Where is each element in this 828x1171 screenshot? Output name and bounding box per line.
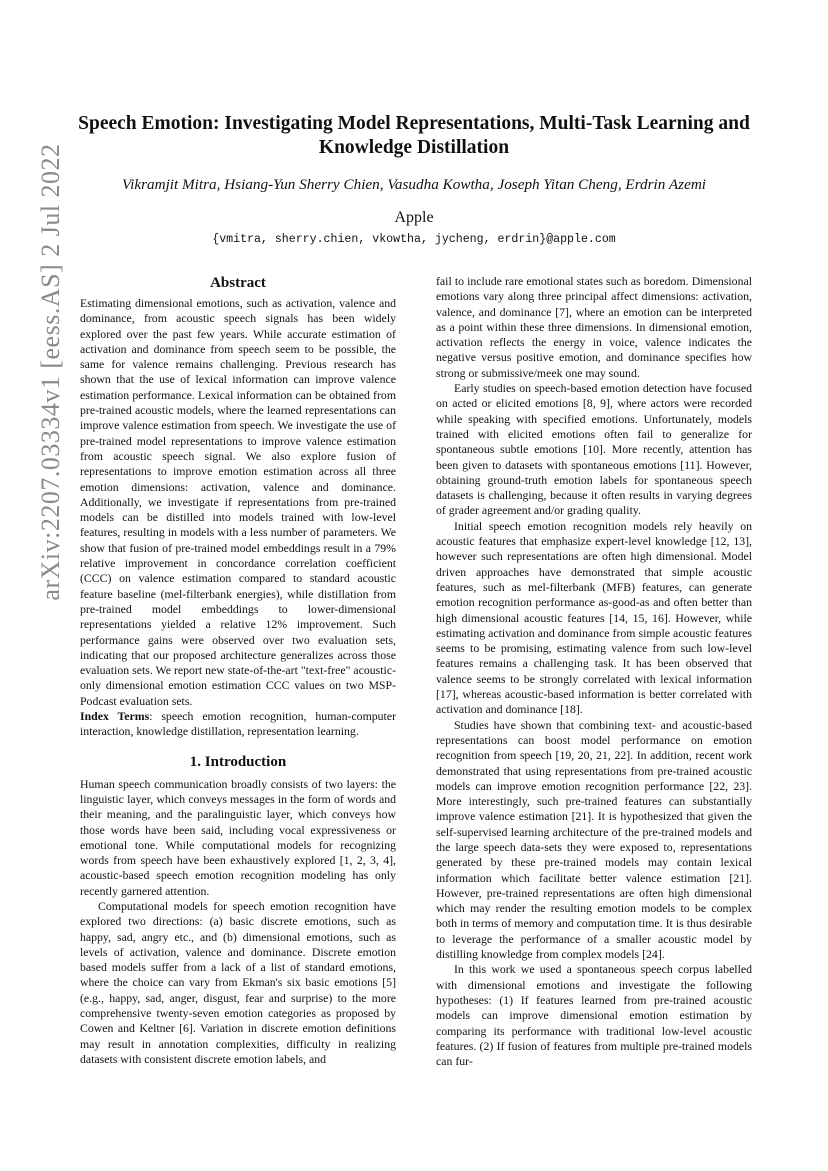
introduction-heading: 1. Introduction — [189, 753, 287, 770]
affiliation: Apple — [394, 209, 434, 226]
right-column — [436, 274, 752, 1069]
author-emails: {vmitra, sherry.chien, vkowtha, jycheng, erdrin}@apple.com — [212, 233, 616, 246]
index-terms-text: : speech emotion recognition, human-computer interaction, knowledge distillation, representation learning. — [80, 709, 396, 739]
intro-paragraph-3: fail to include rare emotional states such as boredom. Dimensional emotions vary along three principal affect dimensions: activation, valence, and dominance [7], where an emotion can be interpreted as a point within these three dimensions. In dimensional emotion, activation reflects the energy in voice, valence indicates the negative versus positive emotion, and dominance specifies how strong or submissive/meek one may sound. — [436, 274, 752, 380]
intro-paragraph-4: Early studies on speech-based emotion detection have focused on acted or elicited emotions [8, 9], where actors were recorded while speaking with specified emotions. Unfortunately, models trained with elicited emotions often fail to generalize for spontaneous subtle emotions [10]. More recently, attention has been given to datasets with spontaneous emotions [11]. However, obtaining ground-truth emotion labels for spontaneous speech datasets is challenging, because it often results in varying degrees of grader agreement and/or grading quality. — [436, 381, 752, 518]
index-terms-label: Index Terms — [80, 709, 150, 724]
intro-paragraph-6: Studies have shown that combining text- and acoustic-based representations can boost model performance on emotion recognition from speech [19, 20, 21, 22]. In addition, recent work demonstrated that using representations from pre-trained acoustic models can improve emotion recognition performance [22, 23]. More interestingly, such pre-trained features can substantially improve valence estimation [21]. It is hypothesized that given the self-supervised learning architecture of the pre-trained models and the large speech data-sets they were exposed to, representations generated by these pre-trained models may contain lexical information which facilitate better valence estimation [21]. However, pre-trained representations are often high dimensional which may render the resulting emotion models to be complex both in terms of memory and computation time. It is thus desirable to leverage the performance of a smaller acoustic model by distilling knowledge from complex models [24]. — [436, 717, 752, 962]
index-terms — [80, 709, 396, 740]
arxiv-stamp-text: arXiv:2207.03334v1 [eess.AS] 2 Jul 2022 — [36, 143, 65, 601]
left-column — [80, 274, 396, 1067]
intro-paragraph-1: Human speech communication broadly consists of two layers: the linguistic layer, which conveys messages in the form of words and their meaning, and the paralinguistic layer, which conveys how those words have been said, including vocal expressiveness or emotional tone. While computational models for recognizing words from speech have been exhaustively explored [1, 2, 3, 4], acoustic-based speech emotion recognition modeling has only recently garnered attention. — [80, 776, 396, 898]
paper-title: Speech Emotion: Investigating Model Representations, Multi-Task Learning and Knowledge Distillation — [78, 113, 750, 158]
author-list: Vikramjit Mitra, Hsiang-Yun Sherry Chien, Vasudha Kowtha, Joseph Yitan Cheng, Erdrin Azemi — [121, 176, 707, 193]
abstract-heading: Abstract — [210, 275, 266, 291]
intro-paragraph-7: In this work we used a spontaneous speech corpus labelled with dimensional emotions and investigate the following hypotheses: (1) If features learned from pre-trained acoustic models can improve dimensional emotion estimation by comparing its performance with traditional low-level acoustic features. (2) If fusion of features from multiple pre-trained models can fur- — [436, 962, 752, 1069]
abstract-text: Estimating dimensional emotions, such as activation, valence and dominance, from acoustic speech signals has been widely explored over the past few years. While accurate estimation of activation and dominance from speech seem to be possible, the same for valence remains challenging. Previous research has shown that the use of lexical information can improve valence estimation performance. Lexical information can be obtained from pre-trained acoustic models, where the learned representations can improve valence estimation from speech. We investigate the use of pre-trained model representations to improve valence estimation from acoustic speech signal. We also explore fusion of representations to improve emotion estimation across all three emotion dimensions: activation, valence and dominance. Additionally, we investigate if representations from pre-trained models can be distilled into models trained with low-level features, resulting in models with a less number of parameters. We show that fusion of pre-trained model embeddings result in a 79% relative improvement in concordance correlation coefficient (CCC) on valence estimation compared to standard acoustic feature baseline (mel-filterbank energies), while distillation from pre-trained model embeddings to lower-dimensional representations yielded a relative 12% improvement. Such performance gains were observed over two evaluation sets, indicating that our proposed architecture generalizes across those evaluation sets. We report new state-of-the-art "text-free" acoustic-only dimensional emotion estimation CCC values on two MSP-Podcast evaluation sets. — [80, 296, 396, 708]
intro-paragraph-5: Initial speech emotion recognition models rely heavily on acoustic features that emphasize expert-level knowledge [12, 13], however such representations are often high dimensional. Model driven approaches have demonstrated that simple acoustic features, such as mel-filterbank (MFB) features, can generate emotion recognition performance as-good-as and often better than high dimensional acoustic features [14, 15, 16]. However, while estimating activation and dominance from simple acoustic features seems to be promising, estimating valence from such low-level features remains a challenging task. It has been observed that valence seems to be strongly correlated with lexical information [17], whereas acoustic-based information is better correlated with activation and dominance [18]. — [436, 518, 752, 717]
intro-paragraph-2: Computational models for speech emotion recognition have explored two directions: (a) basic discrete emotions, such as happy, sad, angry etc., and (b) dimensional emotions, such as levels of activation, valence and dominance. Discrete emotion based models suffer from a lack of a list of standard emotions, where the choice can vary from Ekman's six basic emotions [5] (e.g., happy, sad, anger, disgust, fear and surprise) to the more comprehensive twenty-seven emotion categories as proposed by Cowen and Keltner [6]. Variation in discrete emotion definitions may result in annotation complexities, difficulty in realizing datasets with consistent discrete emotion labels, and — [80, 898, 396, 1066]
